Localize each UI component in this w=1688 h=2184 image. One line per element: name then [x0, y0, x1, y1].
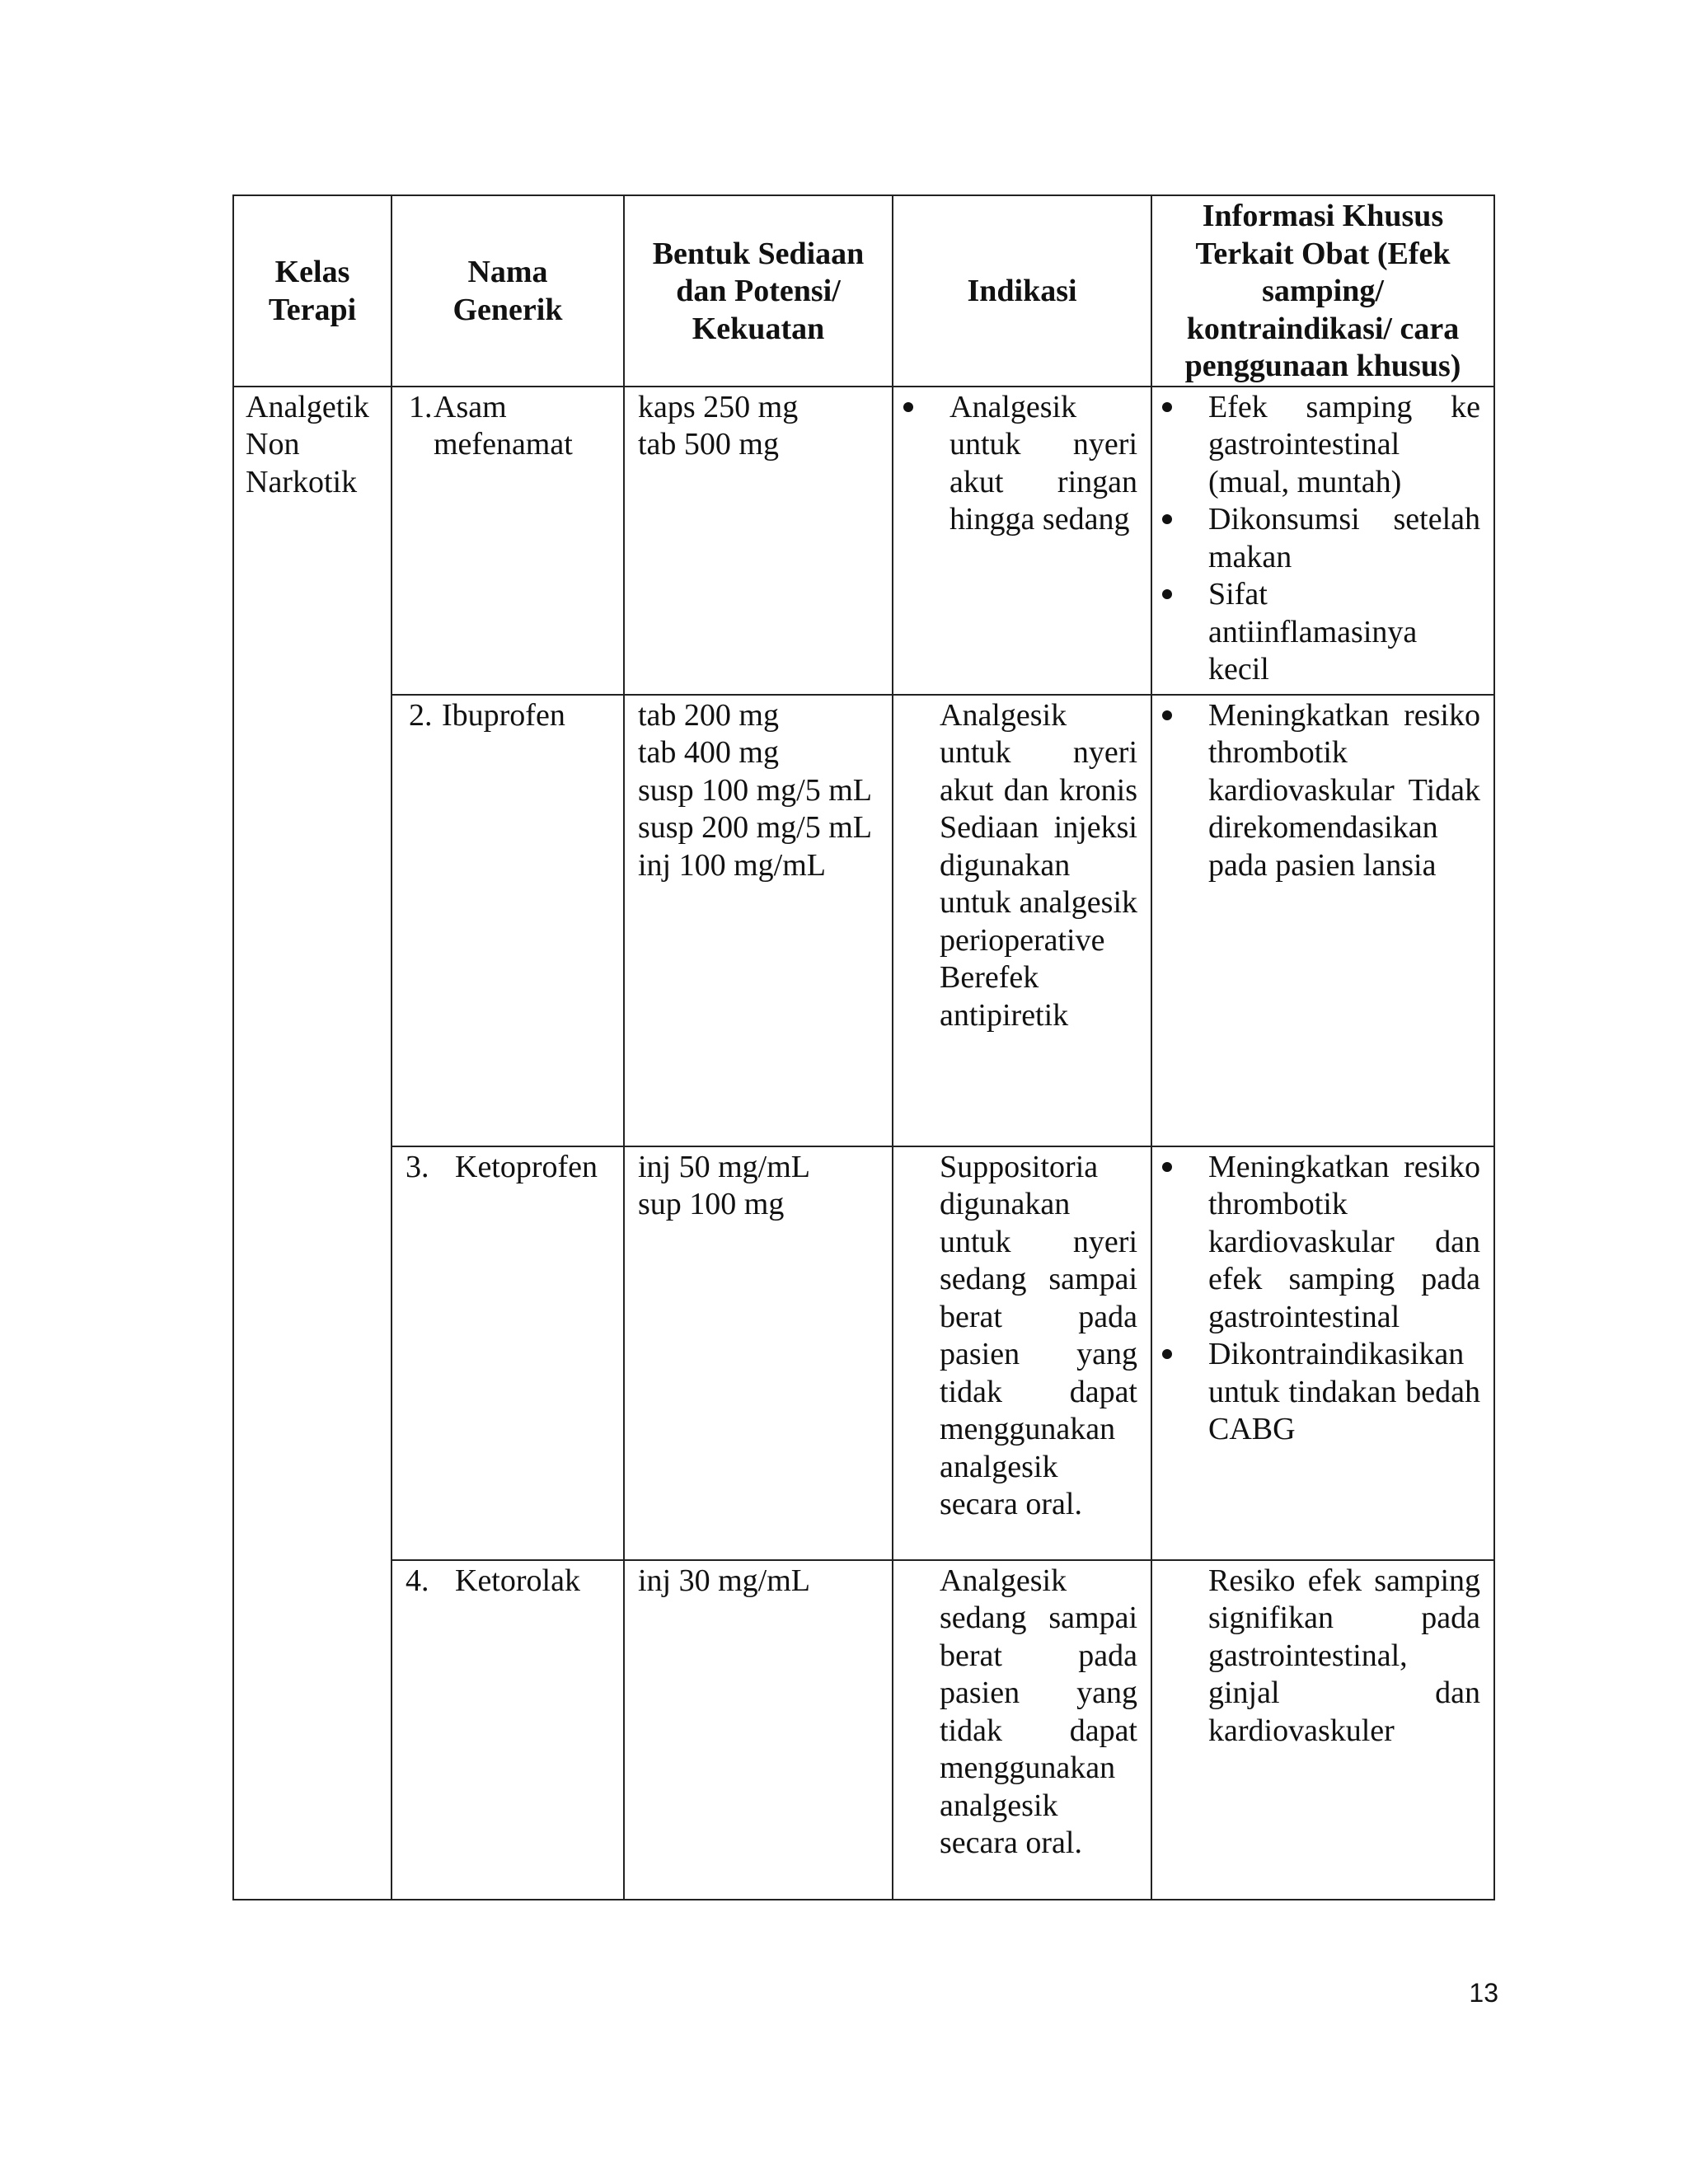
header-bentuk-sediaan: Bentuk Sediaan dan Potensi/ Kekuatan [624, 195, 893, 387]
header-indikasi: Indikasi [893, 195, 1151, 387]
table-row [233, 1146, 1494, 1560]
kelas-terapi-cell: Analgetik Non Narkotik [233, 387, 392, 1900]
table-header-row [233, 195, 1494, 387]
header-nama-generik: Nama Generik [392, 195, 624, 387]
bentuk-sediaan-cell: tab 200 mg tab 400 mg susp 100 mg/5 mL susp 200 mg/5 mL inj 100 mg/mL [624, 695, 893, 1146]
row-number: 3. [406, 1149, 429, 1184]
bentuk-sediaan-cell: inj 30 mg/mL [624, 1560, 893, 1900]
list-item: Dikonsumsi setelah makan [1165, 501, 1480, 576]
header-kelas-terapi: Kelas Terapi [233, 195, 392, 387]
drug-name: Asam mefenamat [434, 389, 573, 462]
list-item: Analgesik untuk nyeri akut ringan hingga sedang [907, 389, 1137, 539]
header-informasi-khusus: Informasi Khusus Terkait Obat (Efek samping/ kontraindikasi/ cara penggunaan khusus) [1151, 195, 1494, 387]
indikasi-cell: Analgesik untuk nyeri akut dan kronis Sediaan injeksi digunakan untuk analgesik perioperative Berefek antipiretik [893, 695, 1151, 1146]
page-number: 13 [1469, 1978, 1498, 2008]
list-item: Dikontraindikasikan untuk tindakan bedah CABG [1165, 1336, 1480, 1449]
list-item: Meningkatkan resiko thrombotik kardiovaskular dan efek samping pada gastrointestinal [1165, 1149, 1480, 1337]
indikasi-cell: Suppositoria digunakan untuk nyeri sedang sampai berat pada pasien yang tidak dapat menggunakan analgesik secara oral. [893, 1146, 1151, 1560]
table-row [233, 1560, 1494, 1900]
nama-generik-cell [392, 1146, 624, 1560]
drug-name: Ketoprofen [455, 1149, 598, 1184]
drug-table [232, 194, 1495, 1900]
informasi-khusus-cell: Resiko efek samping signifikan pada gastrointestinal, ginjal dan kardiovaskuler [1151, 1560, 1494, 1900]
indikasi-cell: Analgesik sedang sampai berat pada pasien yang tidak dapat menggunakan analgesik secara oral. [893, 1560, 1151, 1900]
informasi-khusus-cell [1151, 695, 1494, 1146]
list-item: Sifat antiinflamasinya kecil [1165, 576, 1480, 689]
drug-name: Ibuprofen [442, 697, 565, 733]
bullet-icon [1162, 1349, 1172, 1359]
bentuk-sediaan-cell: inj 50 mg/mL sup 100 mg [624, 1146, 893, 1560]
nama-generik-cell [392, 387, 624, 695]
drug-name: Ketorolak [455, 1563, 580, 1598]
bullet-icon [1162, 514, 1172, 524]
nama-generik-cell [392, 1560, 624, 1900]
informasi-khusus-cell [1151, 1146, 1494, 1560]
bullet-icon [1162, 589, 1172, 599]
table-row [233, 695, 1494, 1146]
bullet-icon [1162, 1162, 1172, 1172]
list-item: Meningkatkan resiko thrombotik kardiovaskular Tidak direkomendasikan pada pasien lansia [1165, 697, 1480, 885]
row-number: 1. [409, 389, 433, 424]
bullet-icon [1162, 710, 1172, 720]
informasi-khusus-cell [1151, 387, 1494, 695]
list-item: Efek samping ke gastrointestinal (mual, muntah) [1165, 389, 1480, 502]
table-row [233, 387, 1494, 695]
nama-generik-cell [392, 695, 624, 1146]
bullet-icon [903, 402, 913, 412]
row-number: 4. [406, 1563, 429, 1598]
indikasi-cell [893, 387, 1151, 695]
row-number: 2. [409, 697, 433, 733]
bullet-icon [1162, 402, 1172, 412]
bentuk-sediaan-cell: kaps 250 mg tab 500 mg [624, 387, 893, 695]
